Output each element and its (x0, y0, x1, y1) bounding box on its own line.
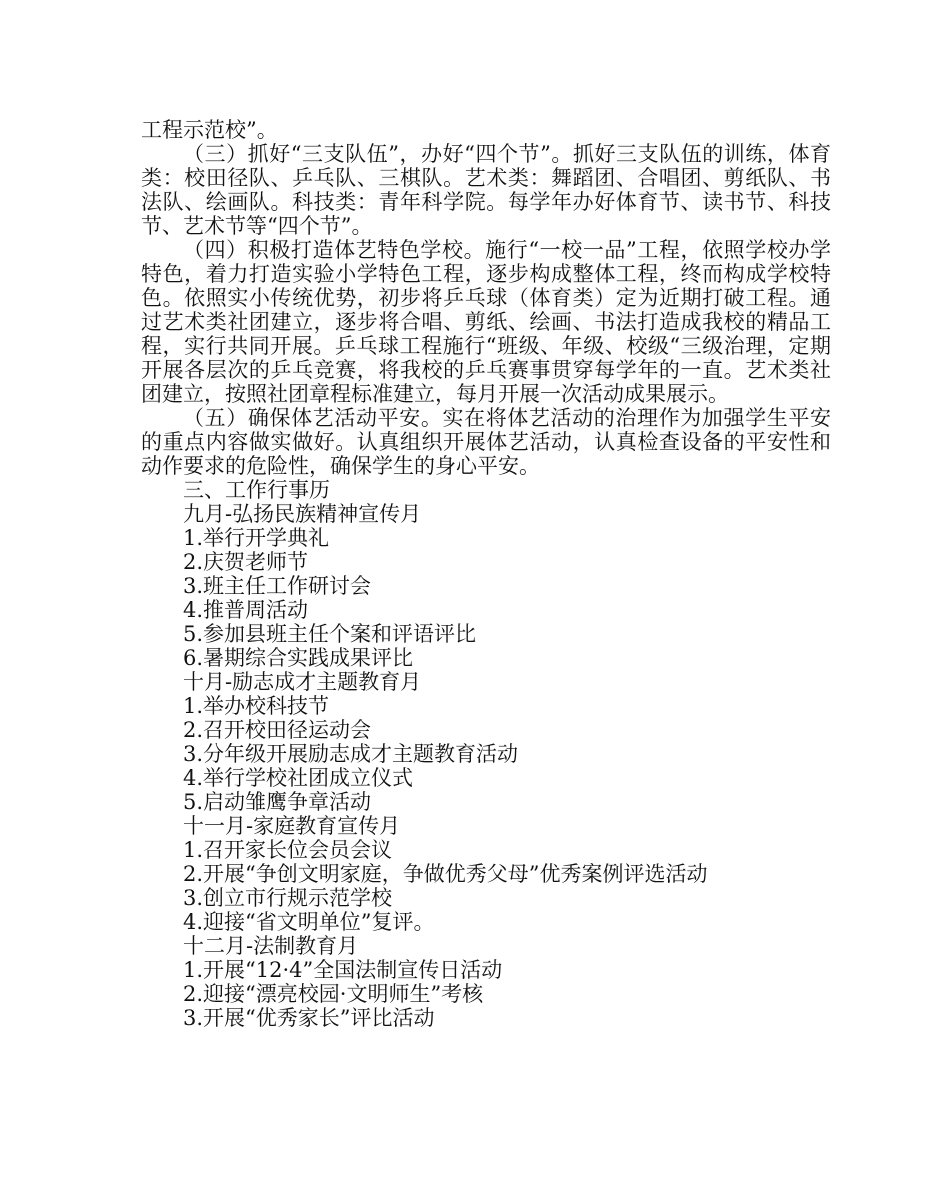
paragraph-three-teams: （三）抓好“三支队伍”，办好“四个节”。抓好三支队伍的训练，体育类：校田径队、乒乓队、三棋队。艺术类：舞蹈团、合唱团、剪纸队、书法队、绘画队。科技类：青年科学院。每学年办好体育节、读书节、科技节、艺术节等“四个节”。 (141, 142, 831, 238)
list-item: 2.召开校田径运动会 (183, 718, 372, 742)
paragraph-continuation: 工程示范校”。 (141, 118, 278, 142)
list-item: 2.迎接“漂亮校园·文明师生”考核 (183, 982, 484, 1006)
list-item: 5.参加县班主任个案和评语评比 (183, 622, 477, 646)
list-item: 3.班主任工作研讨会 (183, 574, 372, 598)
list-item: 1.召开家长位会员会议 (183, 838, 393, 862)
list-item: 2.庆贺老师节 (183, 550, 309, 574)
paragraph-art-sports-school: （四）积极打造体艺特色学校。施行“一校一品”工程，依照学校办学特色，着力打造实验小学特色工程，逐步构成整体工程，终而构成学校特色。依照实小传统优势，初步将乒乓球（体育类）定为近期打破工程。通过艺术类社团建立，逐步将合唱、剪纸、绘画、书法打造成我校的精品工程，实行共同开展。乒乓球工程施行“班级、年级、校级“三级治理，定期开展各层次的乒乓竞赛，将我校的乒乓赛事贯穿每学年的一直。艺术类社团建立，按照社团章程标准建立，每月开展一次活动成果展示。 (141, 238, 831, 406)
list-item: 1.举办校科技节 (183, 694, 330, 718)
month-heading-september: 九月-弘扬民族精神宣传月 (183, 502, 422, 526)
list-item: 3.开展“优秀家长”评比活动 (183, 1006, 435, 1030)
list-item: 3.分年级开展励志成才主题教育活动 (183, 742, 519, 766)
list-item: 4.迎接“省文明单位”复评。 (183, 910, 435, 934)
list-item: 4.举行学校社团成立仪式 (183, 766, 414, 790)
list-item: 4.推普周活动 (183, 598, 309, 622)
month-heading-december: 十二月-法制教育月 (183, 934, 359, 958)
paragraph-activity-safety: （五）确保体艺活动平安。实在将体艺活动的治理作为加强学生平安的重点内容做实做好。认真组织开展体艺活动，认真检查设备的平安性和动作要求的危险性，确保学生的身心平安。 (141, 406, 831, 478)
list-item: 1.举行开学典礼 (183, 526, 330, 550)
month-heading-november: 十一月-家庭教育宣传月 (183, 814, 401, 838)
list-item: 2.开展“争创文明家庭，争做优秀父母”优秀案例评选活动 (183, 862, 708, 886)
month-heading-october: 十月-励志成才主题教育月 (183, 670, 422, 694)
list-item: 3.创立市行规示范学校 (183, 886, 393, 910)
document-page (141, 118, 831, 1030)
list-item: 1.开展“12·4”全国法制宣传日活动 (183, 958, 503, 982)
list-item: 5.启动雏鹰争章活动 (183, 790, 372, 814)
list-item: 6.暑期综合实践成果评比 (183, 646, 414, 670)
section-heading-calendar: 三、工作行事历 (183, 478, 330, 502)
